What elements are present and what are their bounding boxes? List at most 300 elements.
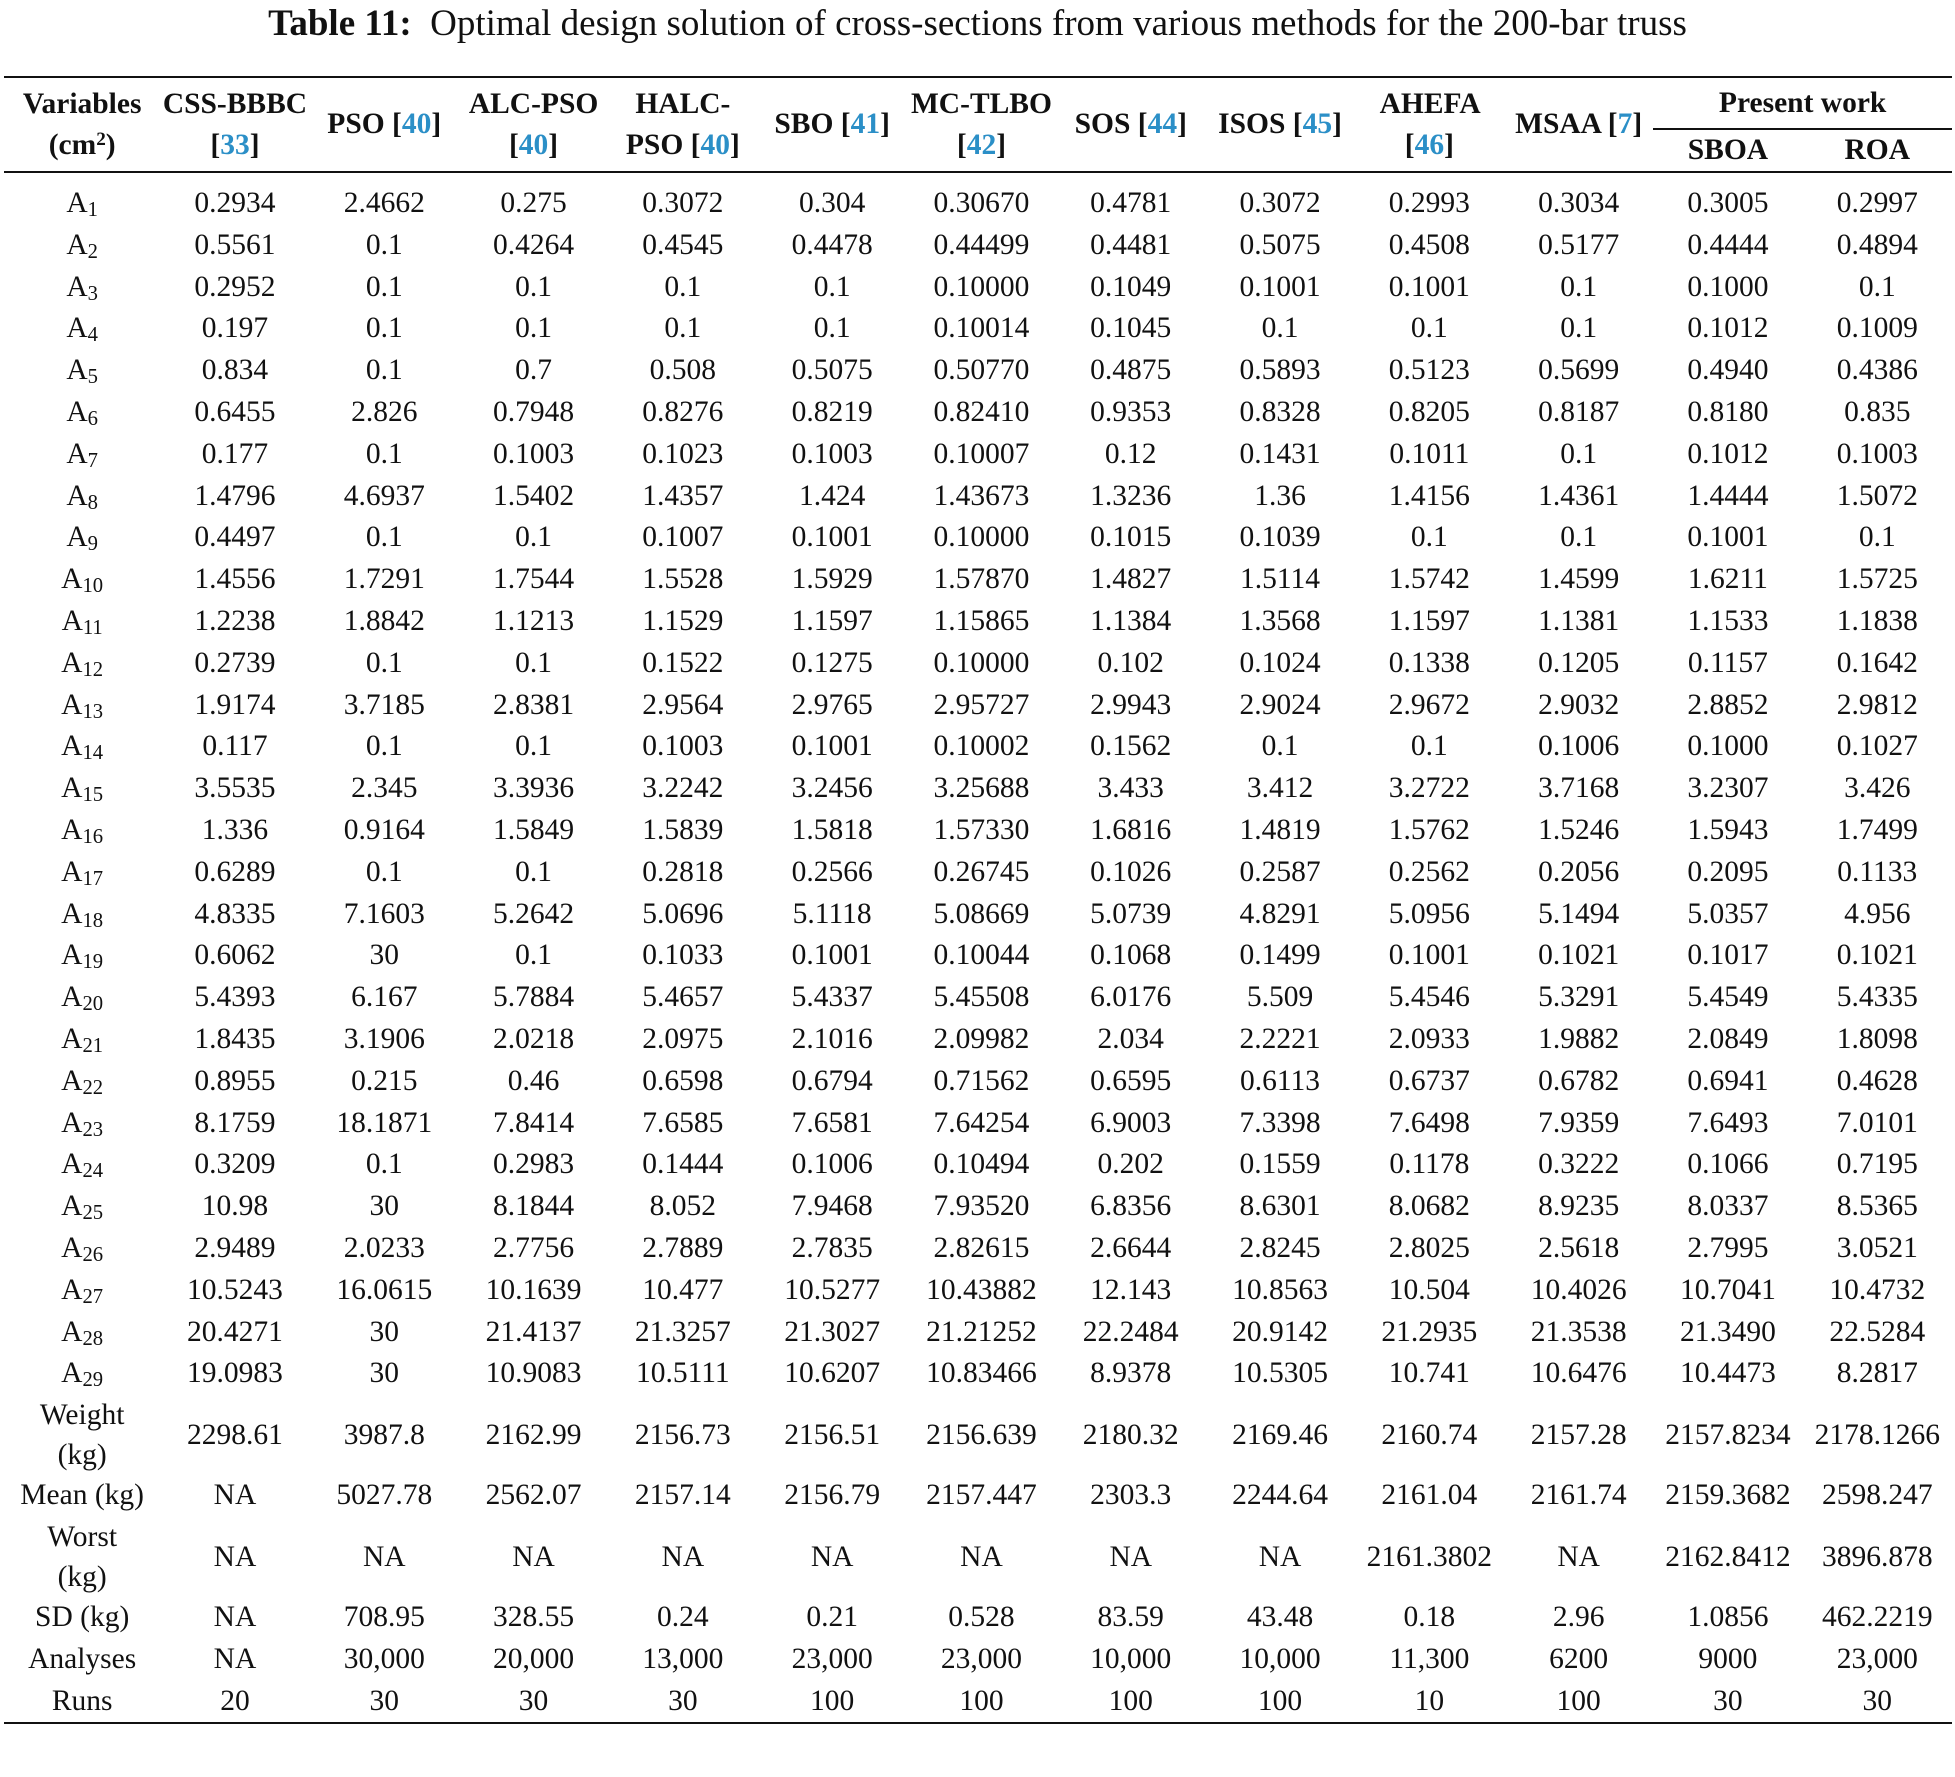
header-method — [160, 77, 309, 172]
table-cell: 0.4386 — [1836, 354, 1918, 387]
table-row — [4, 1597, 1952, 1639]
table-cell: 2.2221 — [1239, 1022, 1321, 1055]
table-cell: 3.25688 — [933, 772, 1030, 805]
table-cell: 1.5114 — [1240, 563, 1321, 596]
variable-index: 9 — [87, 533, 98, 556]
table-row — [4, 894, 1952, 936]
table-cell: 5.08669 — [933, 897, 1030, 930]
table-cell: 8.0337 — [1687, 1190, 1769, 1223]
table-cell: 21.3538 — [1530, 1315, 1627, 1348]
header-method — [310, 77, 459, 172]
table-cell: 5.4337 — [791, 981, 873, 1014]
citation-link[interactable]: 45 — [1302, 108, 1333, 140]
variable-symbol: A — [66, 437, 88, 470]
table-cell: 3.426 — [1844, 772, 1911, 805]
table-cell: 0.1444 — [642, 1148, 724, 1181]
table-cell: 0.10494 — [933, 1148, 1030, 1181]
table-cell: 0.8219 — [791, 395, 873, 428]
table-cell: 0.4444 — [1687, 228, 1769, 261]
table-cell: 0.1001 — [791, 521, 873, 554]
ref-open-bracket: [ — [210, 128, 221, 161]
table-cell: 10.4473 — [1679, 1357, 1776, 1390]
table-cell: 1.8435 — [194, 1022, 276, 1055]
table-cell: NA — [1258, 1540, 1302, 1573]
table-row — [4, 392, 1952, 434]
table-cell: 5.0956 — [1388, 897, 1470, 930]
table-cell: 20.9142 — [1232, 1315, 1328, 1348]
header-method — [907, 77, 1056, 172]
variable-symbol: A — [61, 604, 83, 637]
table-cell: 1.7291 — [343, 563, 425, 596]
table-cell: 0.1006 — [1538, 730, 1620, 763]
table-cell: 1.4156 — [1388, 479, 1470, 512]
citation-link[interactable]: 33 — [220, 128, 250, 161]
table-cell: 0.6062 — [194, 939, 276, 972]
table-cell: 7.6498 — [1388, 1106, 1470, 1139]
table-cell: 5.0739 — [1090, 897, 1172, 930]
table-cell: 0.1 — [1560, 437, 1598, 470]
table-cell: 2.7889 — [642, 1231, 724, 1264]
table-cell: 6.8356 — [1090, 1190, 1172, 1223]
table-cell: 7.9468 — [791, 1190, 873, 1223]
ref-open-bracket: [ — [1285, 108, 1303, 140]
table-cell: NA — [213, 1642, 257, 1675]
variable-symbol: A — [66, 395, 88, 428]
table-cell: 0.4781 — [1090, 187, 1172, 219]
table-cell: 0.4481 — [1090, 228, 1172, 261]
table-cell: 1.7499 — [1836, 813, 1918, 846]
table-cell: 2598.247 — [1821, 1479, 1933, 1512]
table-cell: 0.177 — [201, 437, 269, 470]
citation-link[interactable]: 7 — [1617, 108, 1633, 140]
table-cell: 1.9882 — [1538, 1022, 1620, 1055]
table-cell: 0.82410 — [933, 395, 1030, 428]
table-row — [4, 559, 1952, 601]
table-cell: 2.7835 — [791, 1231, 873, 1264]
table-row — [4, 172, 1952, 225]
variable-index: 20 — [82, 993, 104, 1016]
table-cell: 0.1 — [365, 354, 403, 387]
table-cell: 0.1 — [1560, 521, 1598, 554]
table-cell: 5.509 — [1246, 981, 1314, 1014]
table-cell: 2.0849 — [1687, 1022, 1769, 1055]
table-cell: 0.8276 — [642, 395, 724, 428]
table-cell: 2.5618 — [1538, 1231, 1620, 1264]
table-cell: 708.95 — [343, 1600, 425, 1633]
table-cell: 83.59 — [1097, 1600, 1164, 1633]
table-cell: 2162.8412 — [1665, 1540, 1791, 1573]
table-cell: 13,000 — [642, 1642, 724, 1675]
table-cell: 3.7185 — [343, 688, 425, 721]
table-cell: 1.5849 — [492, 813, 575, 846]
row-label — [4, 935, 160, 977]
header-method — [459, 77, 608, 172]
table-cell: 0.3072 — [1239, 187, 1321, 219]
table-cell: 0.2818 — [642, 855, 724, 888]
table-cell: 3.2456 — [791, 772, 873, 805]
table-cell: 1.4361 — [1538, 479, 1620, 512]
ref-open-bracket: [ — [683, 128, 701, 161]
table-cell: 10 — [1355, 1681, 1504, 1724]
table-cell: 100 — [758, 1681, 907, 1724]
row-label-text: Worst — [47, 1520, 118, 1553]
table-cell: 2.9489 — [194, 1231, 276, 1264]
row-label — [4, 1228, 160, 1270]
table-cell: 0.1012 — [1687, 312, 1769, 345]
table-cell: 8.9235 — [1538, 1190, 1620, 1223]
table-cell: 0.202 — [1097, 1148, 1164, 1181]
table-cell: 0.5075 — [791, 354, 873, 387]
table-cell: 2.82615 — [933, 1231, 1030, 1264]
variable-index: 4 — [87, 324, 98, 347]
table-cell: 30,000 — [343, 1642, 425, 1675]
row-label — [4, 172, 160, 225]
table-cell: 0.1003 — [642, 730, 724, 763]
variable-symbol: A — [66, 312, 88, 345]
table-cell: 3.3936 — [492, 772, 575, 805]
row-label — [4, 810, 160, 852]
row-label — [4, 643, 160, 685]
table-cell: 10.5277 — [784, 1273, 881, 1306]
table-cell: NA — [213, 1479, 257, 1512]
table-cell: 0.1 — [365, 855, 403, 888]
ref-close-bracket: ] — [729, 128, 740, 161]
table-cell: 23,000 — [940, 1642, 1022, 1675]
table-cell: 0.5075 — [1239, 228, 1321, 261]
caption-label: Table 11: — [268, 3, 412, 44]
table-cell: 7.8414 — [492, 1106, 575, 1139]
header-variables-unit-close: ) — [105, 128, 116, 161]
table-cell: 10,000 — [1090, 1642, 1172, 1675]
citation-link[interactable]: 40 — [518, 128, 549, 161]
variable-symbol: A — [61, 772, 83, 805]
table-cell: 5.4546 — [1388, 981, 1470, 1014]
table-cell: 0.1 — [515, 521, 552, 554]
variable-index: 25 — [82, 1202, 104, 1225]
table-cell: 0.3222 — [1538, 1148, 1620, 1181]
table-cell: 10.1639 — [485, 1273, 582, 1306]
table-cell: 2.9024 — [1239, 688, 1321, 721]
table-cell: 0.1133 — [1837, 855, 1918, 888]
ref-close-bracket: ] — [548, 128, 559, 161]
table-cell: 1.36 — [1254, 479, 1306, 512]
table-cell: 0.10000 — [933, 521, 1030, 554]
table-cell: 1.15865 — [933, 604, 1030, 637]
table-cell: 0.3005 — [1687, 187, 1769, 219]
table-cell: 0.1000 — [1687, 270, 1769, 303]
row-label — [4, 392, 160, 434]
method-name: PSO — [327, 108, 385, 140]
table-cell: 7.3398 — [1239, 1106, 1321, 1139]
table-row — [4, 434, 1952, 476]
table-cell: 0.1178 — [1389, 1148, 1470, 1181]
ref-open-bracket: [ — [1404, 128, 1415, 161]
ref-open-bracket: [ — [1600, 108, 1618, 140]
table-cell: 10.6207 — [784, 1357, 881, 1390]
method-name: ISOS — [1218, 108, 1286, 140]
table-cell: 3.433 — [1097, 772, 1164, 805]
table-cell: 1.8098 — [1836, 1022, 1918, 1055]
table-cell: 1.1597 — [791, 604, 873, 637]
table-cell: NA — [362, 1540, 406, 1573]
table-cell: 1.5528 — [642, 563, 724, 596]
table-cell: 2180.32 — [1082, 1419, 1179, 1452]
table-cell: 30 — [1653, 1681, 1802, 1724]
table-cell: 100 — [1056, 1681, 1205, 1724]
table-cell: 10,000 — [1239, 1642, 1321, 1675]
table-cell: 4.8291 — [1239, 897, 1321, 930]
table-cell: 0.24 — [657, 1600, 709, 1633]
table-cell: 3.2242 — [642, 772, 724, 805]
table-cell: 8.1759 — [194, 1106, 276, 1139]
table-cell: 0.2952 — [194, 270, 276, 303]
table-cell: 0.4497 — [194, 521, 276, 554]
table-cell: 10.477 — [642, 1273, 724, 1306]
header-variables-unit: (cm — [48, 128, 97, 161]
citation-link[interactable]: 44 — [1147, 108, 1178, 140]
method-name: MC-TLBO — [910, 87, 1052, 120]
table-cell: 0.8205 — [1388, 395, 1470, 428]
table-row — [4, 476, 1952, 518]
header-method — [608, 77, 757, 172]
table-cell: 0.50770 — [933, 354, 1030, 387]
table-cell: 30 — [369, 939, 399, 972]
table-cell: 2.0218 — [492, 1022, 575, 1055]
table-cell: 1.1384 — [1090, 604, 1172, 637]
table-cell: 0.5177 — [1538, 228, 1620, 261]
row-label — [4, 267, 160, 309]
ref-open-bracket: [ — [956, 128, 967, 161]
table-cell: 20.4271 — [187, 1315, 283, 1348]
table-cell: 0.4875 — [1090, 354, 1172, 387]
table-cell: 2.9765 — [791, 688, 873, 721]
table-cell: 0.3034 — [1538, 187, 1620, 219]
table-cell: 0.1033 — [642, 939, 724, 972]
variable-symbol: A — [61, 1190, 83, 1223]
table-cell: 10.8563 — [1232, 1273, 1328, 1306]
row-label — [4, 517, 160, 559]
table-cell: 10.43882 — [926, 1273, 1037, 1306]
method-name: ALC-PSO — [468, 87, 599, 120]
table-cell: 0.7195 — [1836, 1148, 1918, 1181]
table-cell: 2156.79 — [784, 1479, 881, 1512]
table-cell: 0.46 — [507, 1064, 560, 1097]
table-cell: 22.2484 — [1082, 1315, 1179, 1348]
table-cell: 1.3236 — [1090, 479, 1172, 512]
table-cell: 8.2817 — [1836, 1357, 1918, 1390]
table-cell: 1.1597 — [1388, 604, 1470, 637]
table-cell: 0.1 — [365, 521, 403, 554]
variable-symbol: A — [61, 563, 83, 596]
table-cell: NA — [512, 1540, 555, 1573]
table-cell: 0.1 — [1410, 730, 1448, 763]
citation-link[interactable]: 40 — [401, 108, 432, 140]
table-cell: 0.1000 — [1687, 730, 1769, 763]
method-name: CSS-BBBC — [162, 87, 308, 120]
table-cell: 2.4662 — [343, 187, 425, 219]
table-cell: 10.7041 — [1679, 1273, 1776, 1306]
variable-index: 8 — [87, 491, 98, 514]
table-cell: 0.1066 — [1687, 1148, 1769, 1181]
variable-symbol: A — [61, 1064, 83, 1097]
table-cell: 1.4819 — [1239, 813, 1321, 846]
table-cell: 0.26745 — [933, 855, 1030, 888]
table-cell: 0.9164 — [343, 813, 425, 846]
variable-symbol: A — [61, 730, 83, 763]
row-label — [4, 977, 160, 1019]
table-cell: 21.21252 — [926, 1315, 1037, 1348]
results-table — [4, 76, 1952, 1724]
table-cell: 0.1 — [1410, 312, 1448, 345]
table-cell: 0.1 — [365, 730, 403, 763]
method-name: HALC-PSO — [625, 87, 731, 161]
table-cell: 10.4732 — [1829, 1273, 1926, 1306]
row-label — [4, 1270, 160, 1312]
table-cell: 4.956 — [1844, 897, 1911, 930]
table-cell: 6.0176 — [1090, 981, 1172, 1014]
table-cell: 0.1015 — [1090, 521, 1172, 554]
table-cell: 0.9353 — [1090, 395, 1172, 428]
table-cell: 0.6794 — [791, 1064, 873, 1097]
table-cell: 0.1 — [365, 228, 403, 261]
table-cell: 0.1001 — [791, 730, 873, 763]
table-cell: 328.55 — [492, 1600, 575, 1633]
table-cell: 0.1 — [365, 1148, 403, 1181]
table-cell: 0.1431 — [1239, 437, 1321, 470]
table-cell: 2157.28 — [1530, 1419, 1627, 1452]
table-cell: 10.5243 — [187, 1273, 283, 1306]
row-label — [4, 1144, 160, 1186]
table-cell: 0.1003 — [492, 437, 575, 470]
table-cell: 0.1 — [813, 270, 851, 303]
table-cell: 7.6581 — [791, 1106, 873, 1139]
table-cell: 0.2095 — [1687, 855, 1769, 888]
table-row — [4, 1353, 1952, 1395]
variable-index: 13 — [82, 700, 104, 723]
table-cell: 10.4026 — [1530, 1273, 1627, 1306]
table-cell: 0.71562 — [933, 1064, 1030, 1097]
header-method — [758, 77, 907, 172]
table-cell: 0.6289 — [194, 855, 276, 888]
table-cell: NA — [661, 1540, 705, 1573]
table-cell: 0.4508 — [1388, 228, 1470, 261]
table-cell: 5027.78 — [336, 1479, 433, 1512]
table-cell: 0.8187 — [1538, 395, 1620, 428]
variable-symbol: A — [61, 1148, 83, 1181]
table-cell: 0.1 — [1858, 521, 1896, 554]
table-row — [4, 1144, 1952, 1186]
table-row — [4, 977, 1952, 1019]
variable-symbol: A — [61, 1315, 83, 1348]
table-cell: 3.412 — [1246, 772, 1314, 805]
table-cell: 5.0357 — [1687, 897, 1769, 930]
citation-link[interactable]: 40 — [700, 128, 730, 161]
table-cell: 8.5365 — [1836, 1190, 1918, 1223]
header-variables — [4, 77, 160, 172]
row-label — [4, 225, 160, 267]
table-cell: 21.3257 — [634, 1315, 731, 1348]
table-cell: 1.7544 — [492, 563, 575, 596]
table-cell: NA — [1557, 1540, 1600, 1573]
table-cell: 8.9378 — [1090, 1357, 1172, 1390]
table-cell: 0.1 — [1560, 270, 1598, 303]
table-cell: 0.10002 — [933, 730, 1030, 763]
table-cell: 30 — [369, 1190, 399, 1223]
variable-index: 26 — [82, 1243, 104, 1266]
table-row — [4, 1395, 1952, 1475]
table-cell: 1.2238 — [194, 604, 276, 637]
citation-link[interactable]: 41 — [850, 108, 881, 140]
variable-symbol: A — [66, 228, 88, 261]
table-cell: 5.2642 — [492, 897, 575, 930]
table-cell: 0.1049 — [1090, 270, 1172, 303]
table-cell: 0.1024 — [1239, 646, 1321, 679]
table-cell: 0.197 — [201, 312, 269, 345]
row-label — [4, 768, 160, 810]
table-cell: 0.6782 — [1538, 1064, 1620, 1097]
table-cell: 10.5111 — [636, 1357, 730, 1390]
table-cell: 8.1844 — [492, 1190, 575, 1223]
table-cell: 0.30670 — [933, 187, 1030, 219]
table-cell: 0.1045 — [1090, 312, 1172, 345]
table-cell: 22.5284 — [1829, 1315, 1926, 1348]
table-cell: 20 — [160, 1681, 309, 1724]
citation-link[interactable]: 46 — [1414, 128, 1445, 161]
variable-symbol: A — [66, 354, 88, 387]
table-cell: 1.336 — [201, 813, 269, 846]
table-cell: 1.5929 — [791, 563, 873, 596]
table-cell: 2303.3 — [1090, 1479, 1172, 1512]
ref-close-bracket: ] — [249, 128, 260, 161]
table-row — [4, 1228, 1952, 1270]
table-cell: 0.4628 — [1836, 1064, 1918, 1097]
header-present-work: Present work — [1653, 77, 1952, 129]
table-cell: 0.1 — [1858, 270, 1896, 303]
table-cell: 1.1381 — [1538, 604, 1620, 637]
table-cell: 2.9564 — [642, 688, 724, 721]
table-row — [4, 1639, 1952, 1681]
table-cell: 0.10000 — [933, 270, 1030, 303]
table-cell: 1.5818 — [791, 813, 873, 846]
table-cell: 2.826 — [351, 395, 418, 428]
table-cell: 0.1026 — [1090, 855, 1172, 888]
table-caption — [0, 0, 1955, 46]
citation-link[interactable]: 42 — [966, 128, 997, 161]
table-cell: 0.1 — [1410, 521, 1448, 554]
table-cell: 10.5305 — [1232, 1357, 1328, 1390]
table-row — [4, 810, 1952, 852]
table-cell: 100 — [1504, 1681, 1653, 1724]
table-cell: 0.1157 — [1687, 646, 1768, 679]
table-cell: 5.4657 — [642, 981, 724, 1014]
header-method — [1205, 77, 1354, 172]
table-cell: 21.3490 — [1679, 1315, 1776, 1348]
table-cell: 1.5762 — [1388, 813, 1470, 846]
row-label — [4, 559, 160, 601]
table-cell: 0.6455 — [194, 395, 276, 428]
table-cell: 0.1003 — [791, 437, 873, 470]
table-cell: 23,000 — [1836, 1642, 1918, 1675]
table-cell: 7.1603 — [343, 897, 425, 930]
table-row — [4, 225, 1952, 267]
table-cell: 1.6816 — [1090, 813, 1172, 846]
table-cell: 1.5072 — [1836, 479, 1918, 512]
table-cell: 9000 — [1698, 1642, 1758, 1675]
row-label-unit: (kg) — [57, 1560, 107, 1593]
table-cell: 5.0696 — [642, 897, 724, 930]
table-cell: 0.275 — [500, 187, 567, 219]
table-cell: 2.034 — [1097, 1022, 1164, 1055]
